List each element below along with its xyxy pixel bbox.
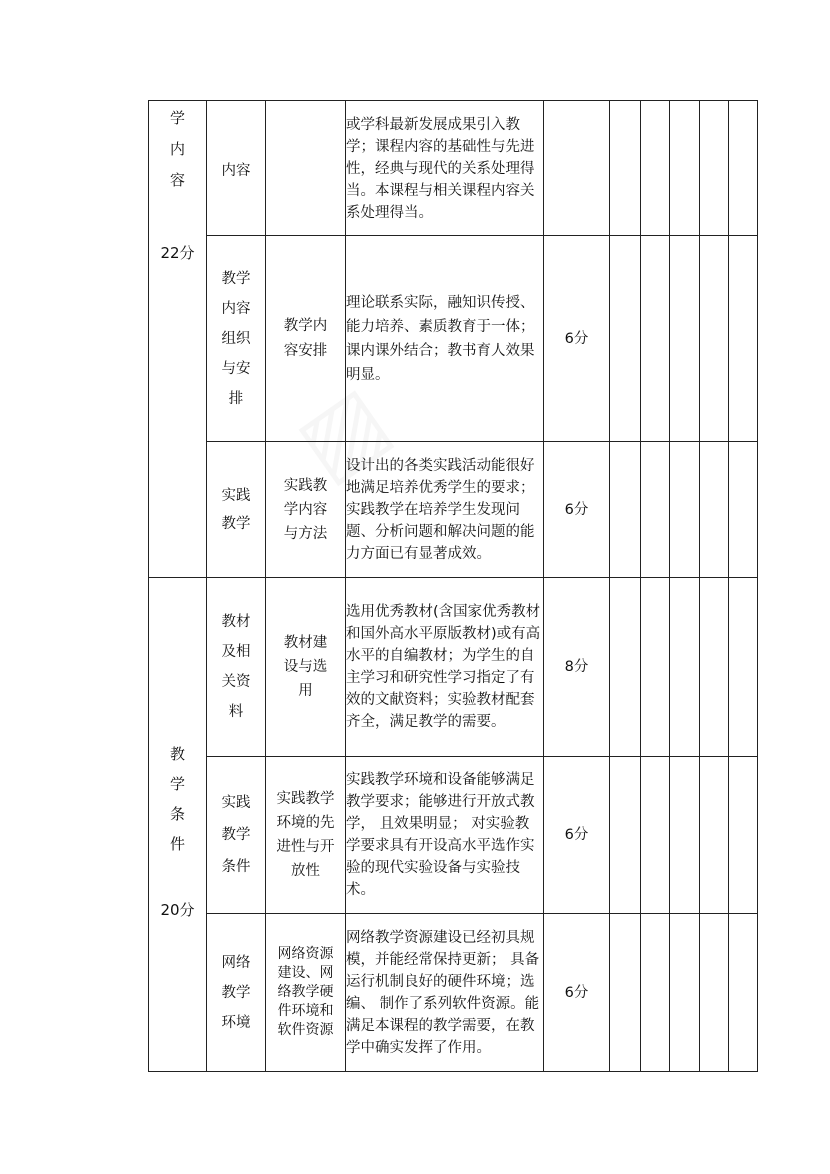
description-cell: [346, 757, 544, 914]
sub-category-label: 内容: [221, 163, 251, 179]
rating-cell: [670, 101, 700, 236]
score-cell: 6分: [544, 914, 610, 1072]
table-row: [149, 101, 758, 236]
score-cell: 6分: [544, 442, 610, 578]
score-cell: [544, 101, 610, 236]
sub-category-cell: [207, 914, 266, 1072]
category-label: 教学条件: [169, 744, 185, 853]
table-row: [149, 442, 758, 578]
score-cell: 6分: [544, 757, 610, 914]
item-label: 教材建设与选用: [283, 635, 328, 699]
item-cell: [266, 578, 346, 757]
category-cell: [149, 101, 207, 578]
sub-category-label: 实践教学条件: [221, 795, 251, 875]
rating-cell: [641, 757, 670, 914]
description-text: 或学科最新发展成果引入教学；课程内容的基础性与先进性，经典与现代的关系处理得当。本课程与相关课程内容关系处理得当。: [346, 117, 535, 221]
description-cell: [346, 914, 544, 1072]
item-label: 实践教学环境的先进性与开放性: [276, 791, 335, 879]
category-cell: [149, 578, 207, 1072]
description-cell: [346, 442, 544, 578]
sub-category-cell: [207, 442, 266, 578]
item-cell: [266, 442, 346, 578]
rating-cell: [610, 914, 641, 1072]
rating-cell: [641, 101, 670, 236]
rating-cell: [670, 757, 700, 914]
rating-cell: [610, 442, 641, 578]
sub-category-label: 教学内容组织与安排: [221, 270, 251, 407]
sub-category-cell: [207, 757, 266, 914]
table-row: [149, 236, 758, 442]
sub-category-label: 实践教学: [221, 487, 251, 532]
rating-cell: [729, 236, 758, 442]
item-cell: [266, 236, 346, 442]
rating-cell: [729, 442, 758, 578]
sub-category-cell: [207, 236, 266, 442]
item-cell: [266, 101, 346, 236]
description-cell: [346, 236, 544, 442]
rating-cell: [670, 236, 700, 442]
score-cell: 6分: [544, 236, 610, 442]
rating-cell: [610, 236, 641, 442]
category-score: 20分: [160, 900, 195, 919]
sub-category-cell: [207, 101, 266, 236]
item-label: 教学内容安排: [283, 317, 328, 359]
description-cell: [346, 101, 544, 236]
rating-cell: [670, 914, 700, 1072]
rating-cell: [700, 757, 729, 914]
rating-cell: [700, 442, 729, 578]
rating-cell: [729, 914, 758, 1072]
description-cell: [346, 578, 544, 757]
score-cell: 8分: [544, 578, 610, 757]
rating-cell: [729, 757, 758, 914]
item-label: 实践教学内容与方法: [283, 477, 328, 542]
item-label: 网络资源建设、网络教学硬件环境和软件资源: [277, 946, 334, 1038]
description-text: 网络教学资源建设已经初具规模，并能经常保持更新； 具备运行机制良好的硬件环境；选编、 制作了系列软件资源。能满足本课程的教学需要，在教学中确实发挥了作用。: [346, 929, 540, 1056]
description-text: 选用优秀教材(含国家优秀教材和国外高水平原版教材)或有高水平的自编教材；为学生的自主学习和研究性学习指定了有效的文献资料；实验教材配套齐全，满足教学的需要。: [346, 604, 541, 730]
rating-cell: [641, 578, 670, 757]
rating-cell: [700, 236, 729, 442]
rating-cell: [641, 442, 670, 578]
table-row: [149, 914, 758, 1072]
sub-category-label: 网络教学环境: [221, 954, 251, 1031]
rating-cell: [700, 578, 729, 757]
item-cell: [266, 914, 346, 1072]
rating-cell: [610, 578, 641, 757]
rating-cell: [700, 914, 729, 1072]
rating-cell: [729, 578, 758, 757]
rating-cell: [641, 236, 670, 442]
rating-cell: [700, 101, 729, 236]
description-text: 设计出的各类实践活动能很好地满足培养优秀学生的要求；实践教学在培养学生发现问题、分析问题和解决问题的能力方面已有显著成效。: [346, 457, 535, 562]
category-score: 22分: [160, 244, 195, 262]
description-text: 实践教学环境和设备能够满足教学要求；能够进行开放式教学， 且效果明显； 对实验教学要求具有开设高水平选作实验的现代实验设备与实验技术。: [346, 772, 535, 898]
rating-cell: [729, 101, 758, 236]
table-row: [149, 578, 758, 757]
rating-cell: [670, 442, 700, 578]
rating-cell: [670, 578, 700, 757]
rating-cell: [610, 757, 641, 914]
rating-cell: [610, 101, 641, 236]
category-label: 学内容: [169, 109, 185, 189]
table-row: [149, 757, 758, 914]
sub-category-cell: [207, 578, 266, 757]
item-cell: [266, 757, 346, 914]
evaluation-table: [148, 100, 758, 1072]
description-text: 理论联系实际，融知识传授、能力培养、素质教育于一体；课内课外结合；教书育人效果明显。: [346, 294, 535, 383]
rating-cell: [641, 914, 670, 1072]
sub-category-label: 教材及相关资料: [221, 614, 251, 720]
